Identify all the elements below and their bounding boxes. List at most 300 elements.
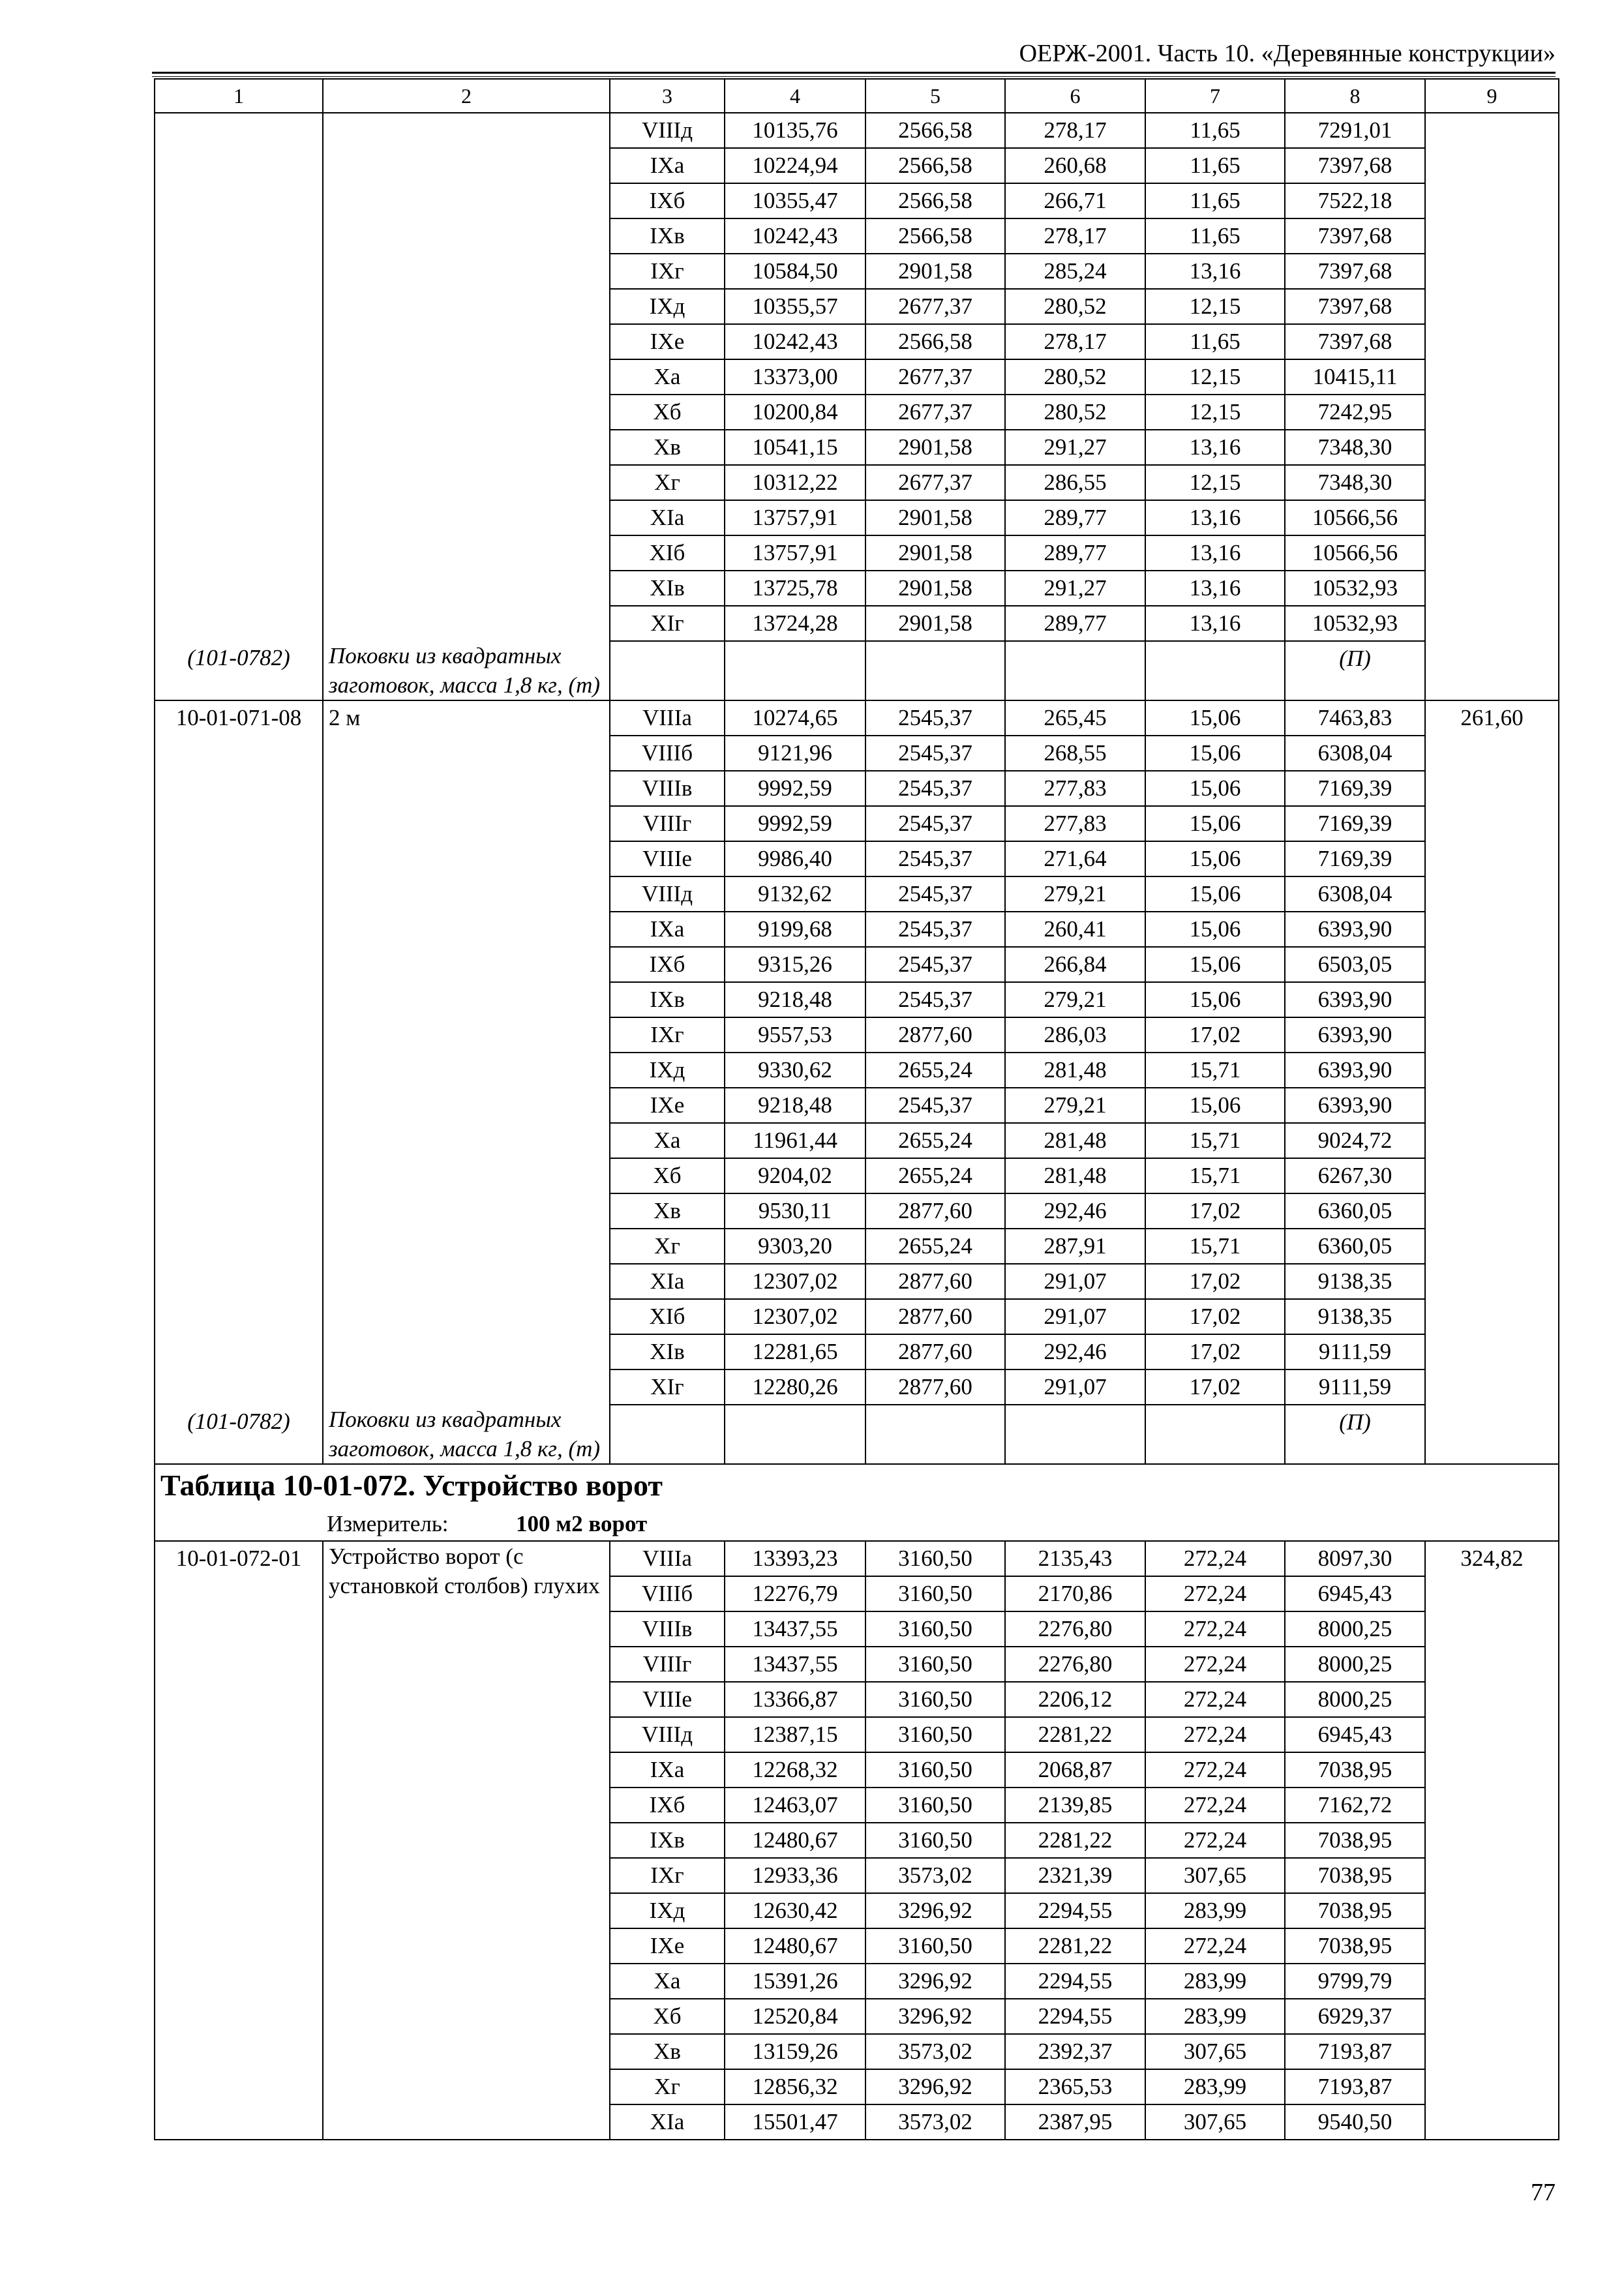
material-cost: 6945,43: [1285, 1576, 1425, 1611]
machine-cost: 2387,95: [1005, 2104, 1145, 2140]
rate-empty: [1425, 1928, 1559, 1964]
machine-cost: 260,68: [1005, 148, 1145, 183]
region-zone: VIIIб: [610, 736, 725, 771]
rate-empty: [1425, 324, 1559, 359]
work-name-empty: [323, 113, 610, 148]
work-name-empty: [323, 148, 610, 183]
work-name-empty: [323, 1752, 610, 1788]
rate-empty: [1425, 1576, 1559, 1611]
machinist-wages: 12,15: [1145, 395, 1285, 430]
direct-cost: 9218,48: [725, 982, 865, 1017]
table-row: [155, 1964, 1559, 1999]
code-cell-empty: [155, 1369, 323, 1405]
material-cost: 6393,90: [1285, 1088, 1425, 1123]
work-name-empty: [323, 1158, 610, 1193]
work-name-empty: [323, 1682, 610, 1717]
code-cell-empty: [155, 876, 323, 912]
labor-wages: 2545,37: [865, 700, 1005, 736]
material-cost: 6393,90: [1285, 912, 1425, 947]
labor-wages: 2877,60: [865, 1017, 1005, 1053]
direct-cost: 13725,78: [725, 571, 865, 606]
code-cell-empty: [155, 1964, 323, 1999]
direct-cost: 9557,53: [725, 1017, 865, 1053]
meter-unit: 100 м2 ворот: [516, 1511, 648, 1536]
direct-cost: 10541,15: [725, 430, 865, 465]
material-cost: 7038,95: [1285, 1928, 1425, 1964]
region-zone: IXв: [610, 982, 725, 1017]
empty-cell: [725, 641, 865, 700]
code-cell-empty: [155, 535, 323, 571]
direct-cost: 10274,65: [725, 700, 865, 736]
region-zone: IXд: [610, 289, 725, 324]
region-zone: Xа: [610, 1964, 725, 1999]
machinist-wages: 13,16: [1145, 430, 1285, 465]
direct-cost: 9303,20: [725, 1229, 865, 1264]
code-cell-empty: [155, 183, 323, 218]
table-row: [155, 771, 1559, 806]
table-row: [155, 2104, 1559, 2140]
machinist-wages: 13,16: [1145, 571, 1285, 606]
page-number: 77: [1531, 2179, 1556, 2206]
work-name-empty: [323, 2034, 610, 2069]
direct-cost: 9986,40: [725, 841, 865, 876]
machine-cost: 2276,80: [1005, 1647, 1145, 1682]
code-cell-empty: [155, 2104, 323, 2140]
code-cell-empty: [155, 1193, 323, 1229]
rate-cell: 261,60: [1425, 700, 1559, 736]
rate-empty: [1425, 1647, 1559, 1682]
work-name-empty: [323, 1858, 610, 1893]
region-zone: Xа: [610, 1123, 725, 1158]
code-cell-empty: [155, 1576, 323, 1611]
work-name-empty: [323, 771, 610, 806]
region-zone: IXа: [610, 1752, 725, 1788]
code-cell: 10-01-072-01: [155, 1541, 323, 1576]
direct-cost: 13366,87: [725, 1682, 865, 1717]
direct-cost: 9530,11: [725, 1193, 865, 1229]
table-row: [155, 876, 1559, 912]
labor-wages: 3160,50: [865, 1928, 1005, 1964]
work-name-empty: [323, 1893, 610, 1928]
machinist-wages: 15,06: [1145, 736, 1285, 771]
material-cost: 7038,95: [1285, 1823, 1425, 1858]
labor-wages: 2901,58: [865, 254, 1005, 289]
machinist-wages: 17,02: [1145, 1299, 1285, 1334]
region-zone: Xв: [610, 2034, 725, 2069]
machine-cost: 280,52: [1005, 395, 1145, 430]
work-name-empty: [323, 982, 610, 1017]
code-cell-empty: [155, 289, 323, 324]
machinist-wages: 15,06: [1145, 947, 1285, 982]
rate-empty: [1425, 500, 1559, 535]
region-zone: XIб: [610, 535, 725, 571]
direct-cost: 9204,02: [725, 1158, 865, 1193]
machinist-wages: 12,15: [1145, 465, 1285, 500]
empty-cell: [1425, 641, 1559, 700]
table-row: [155, 2034, 1559, 2069]
material-cost: 7291,01: [1285, 113, 1425, 148]
machinist-wages: 15,06: [1145, 806, 1285, 841]
material-cost: 7193,87: [1285, 2034, 1425, 2069]
machine-cost: 2139,85: [1005, 1788, 1145, 1823]
table-row: [155, 841, 1559, 876]
column-number: 7: [1145, 79, 1285, 113]
table-row: [155, 183, 1559, 218]
code-cell-empty: [155, 430, 323, 465]
work-name-empty: [323, 1229, 610, 1264]
table-row: [155, 1752, 1559, 1788]
rate-empty: [1425, 289, 1559, 324]
code-cell-empty: [155, 606, 323, 641]
material-cost: 6929,37: [1285, 1999, 1425, 2034]
material-cost: 6308,04: [1285, 876, 1425, 912]
material-cost: 10532,93: [1285, 606, 1425, 641]
work-name-empty: [323, 1999, 610, 2034]
labor-wages: 2545,37: [865, 876, 1005, 912]
material-cost: 7169,39: [1285, 806, 1425, 841]
rate-empty: [1425, 771, 1559, 806]
machinist-wages: 307,65: [1145, 2104, 1285, 2140]
machine-cost: 2281,22: [1005, 1928, 1145, 1964]
labor-wages: 3573,02: [865, 1858, 1005, 1893]
table-row: [155, 1858, 1559, 1893]
machinist-wages: 283,99: [1145, 1999, 1285, 2034]
material-cost: 10566,56: [1285, 535, 1425, 571]
empty-cell: [1145, 641, 1285, 700]
code-cell-empty: [155, 1682, 323, 1717]
rate-empty: [1425, 1752, 1559, 1788]
resource-row: [155, 1405, 1559, 1464]
machine-cost: 2392,37: [1005, 2034, 1145, 2069]
machinist-wages: 11,65: [1145, 113, 1285, 148]
rate-cell: 324,82: [1425, 1541, 1559, 1576]
material-cost: 7397,68: [1285, 148, 1425, 183]
work-name-empty: [323, 1088, 610, 1123]
direct-cost: 10224,94: [725, 148, 865, 183]
labor-wages: 2655,24: [865, 1158, 1005, 1193]
machine-cost: 281,48: [1005, 1158, 1145, 1193]
column-number: 2: [323, 79, 610, 113]
code-cell-empty: [155, 806, 323, 841]
code-cell-empty: [155, 912, 323, 947]
region-zone: VIIIа: [610, 700, 725, 736]
rate-empty: [1425, 2104, 1559, 2140]
direct-cost: 13437,55: [725, 1647, 865, 1682]
labor-wages: 2545,37: [865, 806, 1005, 841]
column-number: 9: [1425, 79, 1559, 113]
machinist-wages: 17,02: [1145, 1369, 1285, 1405]
machinist-wages: 15,71: [1145, 1229, 1285, 1264]
code-cell-empty: [155, 254, 323, 289]
region-zone: VIIIв: [610, 771, 725, 806]
labor-wages: 2901,58: [865, 500, 1005, 535]
material-cost: 9111,59: [1285, 1334, 1425, 1369]
direct-cost: 12480,67: [725, 1823, 865, 1858]
work-name-empty: [323, 1928, 610, 1964]
material-cost: 6393,90: [1285, 1017, 1425, 1053]
labor-wages: 2677,37: [865, 395, 1005, 430]
machine-cost: 287,91: [1005, 1229, 1145, 1264]
material-cost: 7348,30: [1285, 465, 1425, 500]
work-name-empty: [323, 2104, 610, 2140]
rate-empty: [1425, 841, 1559, 876]
direct-cost: 12856,32: [725, 2069, 865, 2104]
table-row: [155, 912, 1559, 947]
table-row: [155, 1123, 1559, 1158]
code-cell-empty: [155, 736, 323, 771]
machine-cost: 278,17: [1005, 113, 1145, 148]
material-cost: 7397,68: [1285, 254, 1425, 289]
empty-cell: [1425, 1405, 1559, 1464]
direct-cost: 10135,76: [725, 113, 865, 148]
region-zone: VIIIг: [610, 806, 725, 841]
work-name-empty: [323, 571, 610, 606]
work-name-empty: [323, 1717, 610, 1752]
table-row: [155, 289, 1559, 324]
machine-cost: 291,07: [1005, 1299, 1145, 1334]
resource-name: Поковки из квадратных заготовок, масса 1,8 кг, (т): [323, 1405, 610, 1464]
material-cost: 7242,95: [1285, 395, 1425, 430]
direct-cost: 15501,47: [725, 2104, 865, 2140]
labor-wages: 2901,58: [865, 606, 1005, 641]
direct-cost: 10242,43: [725, 218, 865, 254]
machine-cost: 260,41: [1005, 912, 1145, 947]
table-row: [155, 148, 1559, 183]
machine-cost: 266,71: [1005, 183, 1145, 218]
direct-cost: 12933,36: [725, 1858, 865, 1893]
price-table: [154, 78, 1559, 2140]
region-zone: Xа: [610, 359, 725, 395]
work-name-empty: [323, 289, 610, 324]
work-name-empty: [323, 500, 610, 535]
table-row: [155, 1717, 1559, 1752]
code-cell-empty: [155, 1158, 323, 1193]
labor-wages: 2566,58: [865, 183, 1005, 218]
region-zone: Xг: [610, 2069, 725, 2104]
machine-cost: 280,52: [1005, 359, 1145, 395]
labor-wages: 2877,60: [865, 1193, 1005, 1229]
labor-wages: 2877,60: [865, 1299, 1005, 1334]
rate-empty: [1425, 912, 1559, 947]
code-cell-empty: [155, 148, 323, 183]
code-cell-empty: [155, 1334, 323, 1369]
rate-empty: [1425, 1264, 1559, 1299]
labor-wages: 3573,02: [865, 2104, 1005, 2140]
rate-empty: [1425, 1858, 1559, 1893]
labor-wages: 3296,92: [865, 1964, 1005, 1999]
machinist-wages: 15,06: [1145, 876, 1285, 912]
rate-empty: [1425, 1717, 1559, 1752]
empty-cell: [610, 641, 725, 700]
machine-cost: 2365,53: [1005, 2069, 1145, 2104]
work-name-empty: [323, 1123, 610, 1158]
direct-cost: 12307,02: [725, 1299, 865, 1334]
column-number: 6: [1005, 79, 1145, 113]
region-zone: IXб: [610, 1788, 725, 1823]
table-row: [155, 1999, 1559, 2034]
machinist-wages: 307,65: [1145, 2034, 1285, 2069]
code-cell-empty: [155, 1088, 323, 1123]
material-cost: 7522,18: [1285, 183, 1425, 218]
machinist-wages: 272,24: [1145, 1576, 1285, 1611]
direct-cost: 13393,23: [725, 1541, 865, 1576]
machine-cost: 285,24: [1005, 254, 1145, 289]
labor-wages: 3160,50: [865, 1823, 1005, 1858]
region-zone: VIIIе: [610, 1682, 725, 1717]
direct-cost: 10312,22: [725, 465, 865, 500]
machinist-wages: 272,24: [1145, 1752, 1285, 1788]
code-cell-empty: [155, 1229, 323, 1264]
machinist-wages: 11,65: [1145, 324, 1285, 359]
rate-empty: [1425, 395, 1559, 430]
machinist-wages: 272,24: [1145, 1611, 1285, 1647]
rate-empty: [1425, 1229, 1559, 1264]
labor-wages: 2877,60: [865, 1334, 1005, 1369]
direct-cost: 12281,65: [725, 1334, 865, 1369]
resource-name: Поковки из квадратных заготовок, масса 1,8 кг, (т): [323, 641, 610, 700]
work-name-cell: Устройство ворот (с установкой столбов) глухих: [323, 1541, 610, 1647]
material-cost: 10415,11: [1285, 359, 1425, 395]
material-cost: 6308,04: [1285, 736, 1425, 771]
region-zone: IXг: [610, 254, 725, 289]
material-cost: 7038,95: [1285, 1752, 1425, 1788]
table-row: [155, 1299, 1559, 1334]
rate-empty: [1425, 1088, 1559, 1123]
labor-wages: 2677,37: [865, 289, 1005, 324]
direct-cost: 10584,50: [725, 254, 865, 289]
region-zone: XIб: [610, 1299, 725, 1334]
region-zone: VIIIе: [610, 841, 725, 876]
code-cell-empty: [155, 113, 323, 148]
machinist-wages: 15,06: [1145, 841, 1285, 876]
machine-cost: 291,07: [1005, 1369, 1145, 1405]
work-name-empty: [323, 1193, 610, 1229]
machine-cost: 2135,43: [1005, 1541, 1145, 1576]
table-row: [155, 1928, 1559, 1964]
material-cost: 7162,72: [1285, 1788, 1425, 1823]
machinist-wages: 11,65: [1145, 218, 1285, 254]
rate-empty: [1425, 1334, 1559, 1369]
code-cell-empty: [155, 465, 323, 500]
labor-wages: 2655,24: [865, 1123, 1005, 1158]
region-zone: XIв: [610, 571, 725, 606]
material-cost: 9138,35: [1285, 1264, 1425, 1299]
work-name-empty: [323, 1334, 610, 1369]
machinist-wages: 15,71: [1145, 1053, 1285, 1088]
region-zone: IXа: [610, 148, 725, 183]
code-cell-empty: [155, 841, 323, 876]
work-name-empty: [323, 430, 610, 465]
table-row: [155, 1647, 1559, 1682]
code-cell-empty: [155, 771, 323, 806]
direct-cost: 13373,00: [725, 359, 865, 395]
resource-mark: (П): [1285, 641, 1425, 700]
work-name-empty: [323, 395, 610, 430]
direct-cost: 13724,28: [725, 606, 865, 641]
table-row: [155, 395, 1559, 430]
rate-empty: [1425, 535, 1559, 571]
labor-wages: 2877,60: [865, 1369, 1005, 1405]
labor-wages: 2901,58: [865, 571, 1005, 606]
material-cost: 6267,30: [1285, 1158, 1425, 1193]
machinist-wages: 15,06: [1145, 982, 1285, 1017]
column-number: 5: [865, 79, 1005, 113]
machine-cost: 268,55: [1005, 736, 1145, 771]
code-cell-empty: [155, 1893, 323, 1928]
code-cell-empty: [155, 1717, 323, 1752]
machinist-wages: 15,71: [1145, 1158, 1285, 1193]
code-cell-empty: [155, 1264, 323, 1299]
rate-empty: [1425, 2069, 1559, 2104]
machine-cost: 2294,55: [1005, 1893, 1145, 1928]
region-zone: IXг: [610, 1017, 725, 1053]
machinist-wages: 283,99: [1145, 2069, 1285, 2104]
column-number: 3: [610, 79, 725, 113]
work-name-empty: [323, 535, 610, 571]
machine-cost: 2276,80: [1005, 1611, 1145, 1647]
direct-cost: 9315,26: [725, 947, 865, 982]
labor-wages: 2655,24: [865, 1229, 1005, 1264]
table-row: [155, 1193, 1559, 1229]
table-row: [155, 535, 1559, 571]
machinist-wages: 17,02: [1145, 1017, 1285, 1053]
empty-cell: [610, 1405, 725, 1464]
column-number-row: [155, 79, 1559, 113]
table-title-row: [155, 1464, 1559, 1510]
material-cost: 9540,50: [1285, 2104, 1425, 2140]
work-name-empty: [323, 359, 610, 395]
labor-wages: 2677,37: [865, 465, 1005, 500]
code-cell-empty: [155, 1928, 323, 1964]
header-rule: [152, 72, 1556, 77]
machine-cost: 2281,22: [1005, 1823, 1145, 1858]
machinist-wages: 12,15: [1145, 359, 1285, 395]
region-zone: VIIIб: [610, 1576, 725, 1611]
work-name-empty: [323, 912, 610, 947]
table-row: [155, 1788, 1559, 1823]
empty-cell: [725, 1405, 865, 1464]
machinist-wages: 15,06: [1145, 1088, 1285, 1123]
labor-wages: 2566,58: [865, 324, 1005, 359]
material-cost: 9111,59: [1285, 1369, 1425, 1405]
code-cell-empty: [155, 500, 323, 535]
machinist-wages: 11,65: [1145, 148, 1285, 183]
labor-wages: 2545,37: [865, 771, 1005, 806]
work-name-empty: [323, 606, 610, 641]
labor-wages: 3296,92: [865, 1999, 1005, 2034]
region-zone: IXд: [610, 1053, 725, 1088]
region-zone: XIг: [610, 1369, 725, 1405]
code-cell-empty: [155, 1752, 323, 1788]
column-number: 8: [1285, 79, 1425, 113]
machinist-wages: 13,16: [1145, 535, 1285, 571]
labor-wages: 2566,58: [865, 148, 1005, 183]
machinist-wages: 15,71: [1145, 1123, 1285, 1158]
machinist-wages: 12,15: [1145, 289, 1285, 324]
machine-cost: 279,21: [1005, 876, 1145, 912]
table-row: [155, 2069, 1559, 2104]
code-cell-empty: [155, 1999, 323, 2034]
code-cell-empty: [155, 218, 323, 254]
meter-label: Измеритель:: [327, 1511, 449, 1536]
column-number: 4: [725, 79, 865, 113]
work-name-empty: [323, 2069, 610, 2104]
machine-cost: 292,46: [1005, 1193, 1145, 1229]
code-cell-empty: [155, 1647, 323, 1682]
direct-cost: 11961,44: [725, 1123, 865, 1158]
direct-cost: 12307,02: [725, 1264, 865, 1299]
work-name-empty: [323, 1264, 610, 1299]
